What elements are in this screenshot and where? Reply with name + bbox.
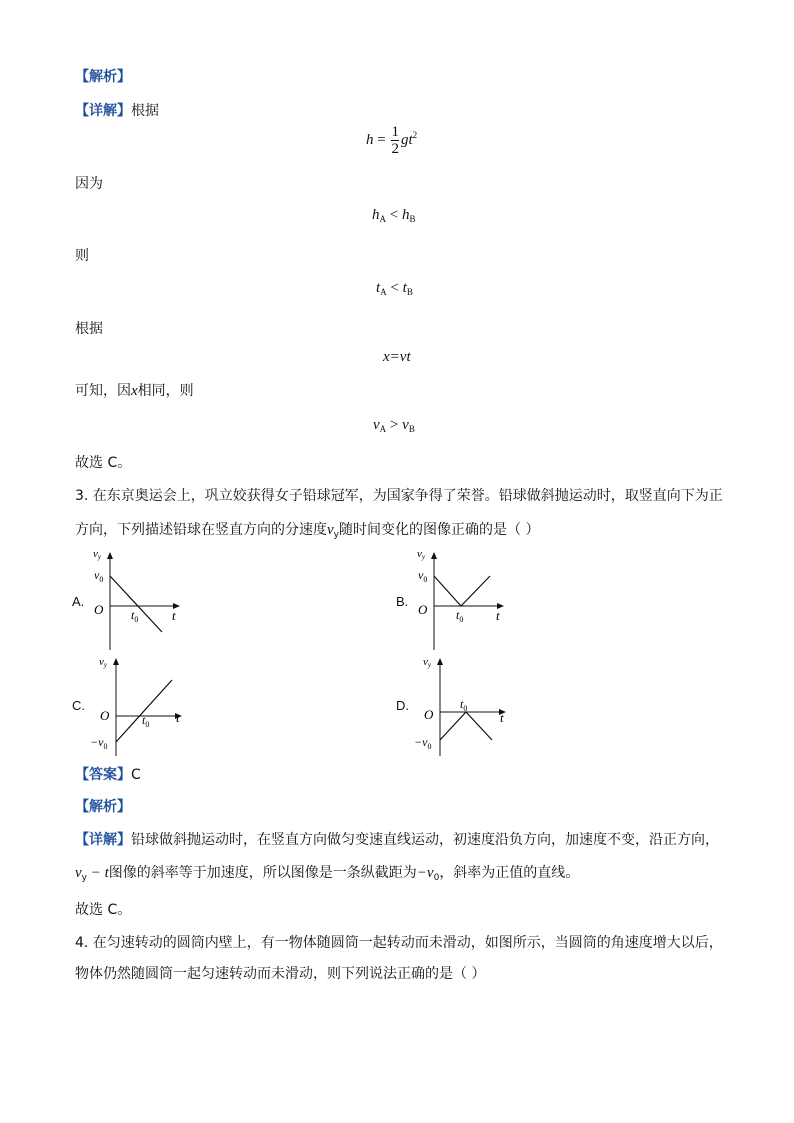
graph-d-y-arrow bbox=[437, 658, 443, 665]
graph-a-vy-label: vy bbox=[93, 548, 101, 561]
graph-b-t0-label: $t_0$ bbox=[456, 608, 464, 624]
graph-d-vy-label: vy bbox=[423, 656, 431, 669]
graph-a-y-arrow bbox=[107, 552, 113, 559]
graph-a-t-label: t bbox=[172, 608, 176, 623]
detail-line-2: 【详解】铅球做斜抛运动时，在竖直方向做匀变速直线运动，初速度沿负方向，加速度不变，沿正方向， bbox=[75, 832, 719, 848]
analysis-heading-2: 【解析】 bbox=[75, 799, 131, 815]
detail-line: 【详解】根据 bbox=[75, 103, 159, 119]
graph-a-t0-label: $t_0$ bbox=[131, 608, 139, 624]
detail-line-3: $v_y - t$图像的斜率等于加速度，所以图像是一条纵截距为$-v_0$，斜率为正值的直线。 bbox=[75, 865, 580, 883]
graph-d-origin: O bbox=[424, 707, 434, 722]
answer-line: 【答案】C bbox=[75, 767, 141, 783]
graph-b-line bbox=[434, 576, 490, 606]
equation-velocity-compare: $v_A > v_B$ bbox=[373, 417, 415, 434]
equation-time-compare: $t_A < t_B$ bbox=[376, 280, 413, 297]
option-a-label[interactable]: A. bbox=[72, 594, 85, 609]
graph-c-line bbox=[116, 680, 172, 742]
graph-c-origin: O bbox=[100, 708, 110, 723]
conclusion-2: 故选 C。 bbox=[75, 902, 132, 918]
graph-c-t0-label: $t_0$ bbox=[142, 713, 150, 729]
option-c-label[interactable]: C. bbox=[72, 698, 85, 713]
graph-d-t-label: t bbox=[500, 710, 504, 725]
graph-c-vy-label: vy bbox=[99, 656, 107, 669]
equation-free-fall: h = $\frac{1}{2}$ $gt^2$ bbox=[366, 124, 418, 157]
q4-stem-line2: 物体仍然随圆筒一起匀速转动而未滑动，则下列说法正确的是（ ） bbox=[75, 966, 486, 982]
graph-b-origin: O bbox=[418, 602, 428, 617]
graph-b bbox=[410, 546, 520, 650]
analysis-heading: 【解析】 bbox=[75, 69, 131, 85]
graph-d-neg-v0-label: $-v_0$ bbox=[414, 735, 432, 751]
graph-b-vy-label: vy bbox=[417, 548, 425, 561]
q3-stem-line2: 方向，下列描述铅球在竖直方向的分速度$v_y$随时间变化的图像正确的是（ ） bbox=[75, 522, 540, 540]
text-according-to: 根据 bbox=[75, 321, 103, 337]
option-b-label[interactable]: B. bbox=[396, 594, 409, 609]
text-known: 可知，因x相同，则 bbox=[75, 383, 194, 399]
graph-c bbox=[86, 652, 196, 756]
option-d-label[interactable]: D. bbox=[396, 698, 409, 713]
graph-b-v0-label: $v_0$ bbox=[418, 568, 428, 584]
graph-d-t0-label: $t_0$ bbox=[460, 697, 468, 713]
text-because: 因为 bbox=[75, 176, 103, 192]
q3-stem-line1: 3. 在东京奥运会上，巩立姣获得女子铅球冠军，为国家争得了荣誉。铅球做斜抛运动时，取竖直向下为正 bbox=[75, 488, 723, 504]
graph-c-neg-v0-label: $-v_0$ bbox=[90, 735, 108, 751]
graph-a-origin: O bbox=[94, 602, 104, 617]
graph-b-y-arrow bbox=[431, 552, 437, 559]
graph-c-t-label: t bbox=[176, 710, 180, 725]
graph-a bbox=[86, 546, 196, 650]
graph-d-line bbox=[440, 712, 492, 740]
graph-d bbox=[410, 652, 520, 756]
equation-height-compare: $h_A < h_B$ bbox=[372, 207, 416, 224]
equation-displacement: x=vt bbox=[383, 349, 411, 365]
conclusion-1: 故选 C。 bbox=[75, 455, 132, 471]
graph-b-t-label: t bbox=[496, 608, 500, 623]
graph-a-v0-label: $v_0$ bbox=[94, 568, 104, 584]
graph-c-y-arrow bbox=[113, 658, 119, 665]
text-then: 则 bbox=[75, 248, 89, 264]
q4-stem-line1: 4. 在匀速转动的圆筒内壁上，有一物体随圆筒一起转动而未滑动，如图所示，当圆筒的角速度增大以后， bbox=[75, 935, 723, 951]
